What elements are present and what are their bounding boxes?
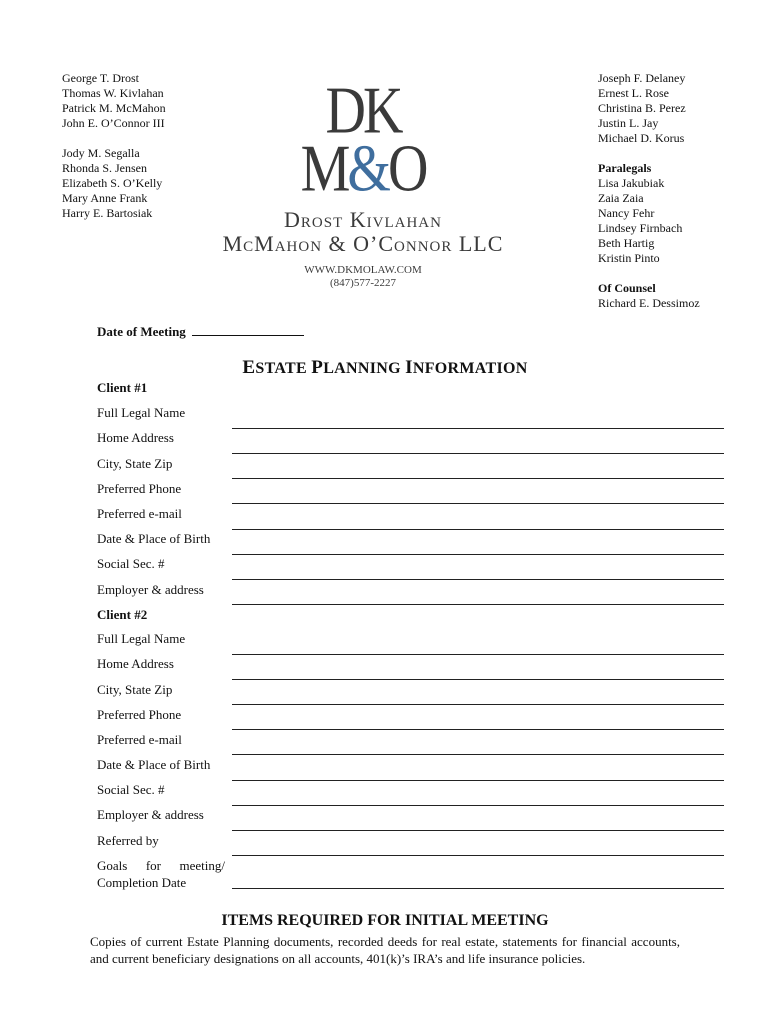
- client2-preferred-phone-field[interactable]: [232, 729, 724, 730]
- attorney-name: Joseph F. Delaney: [598, 71, 686, 85]
- client2-employer-address-field[interactable]: [232, 830, 724, 831]
- goals-label: Goals for meeting/ Completion Date: [97, 858, 225, 890]
- logo-phone: (847)577-2227: [330, 277, 396, 289]
- goals-field[interactable]: [232, 888, 724, 889]
- attorney-name: Harry E. Bartosiak: [62, 206, 153, 220]
- date-of-meeting-row: [97, 324, 304, 340]
- paralegal-name: Nancy Fehr: [598, 206, 655, 220]
- attorney-name: John E. O’Connor III: [62, 116, 165, 130]
- client2-full-legal-name-label: Full Legal Name: [97, 631, 186, 646]
- client1-preferred-phone-label: Preferred Phone: [97, 481, 182, 496]
- client1-home-address-label: Home Address: [97, 430, 174, 445]
- paralegal-name: Kristin Pinto: [598, 251, 660, 265]
- client2-heading: Client #2: [97, 607, 148, 622]
- attorneys-right-list: [598, 71, 700, 311]
- client2-preferred-email-field[interactable]: [232, 754, 724, 755]
- client2-city-state-zip-label: City, State Zip: [97, 682, 173, 697]
- client2-city-state-zip-field[interactable]: [232, 704, 724, 705]
- of-counsel-name: Richard E. Dessimoz: [598, 296, 700, 310]
- client2-employer-address-label: Employer & address: [97, 807, 204, 822]
- client1-employer-address-label: Employer & address: [97, 582, 204, 597]
- client1-employer-address-field[interactable]: [232, 604, 724, 605]
- attorney-name: Justin L. Jay: [598, 116, 659, 130]
- logo-dk: DK: [325, 73, 401, 149]
- client2-home-address-field[interactable]: [232, 679, 724, 680]
- client1-social-sec-field[interactable]: [232, 579, 724, 580]
- client1-full-legal-name-field[interactable]: [232, 428, 724, 429]
- items-required-text: Copies of current Estate Planning documents, recorded deeds for real estate, statements for financial accounts, and current beneficiary designations on all accounts, 401(k)’s IRA’s and life insurance policies.: [90, 934, 680, 966]
- logo-firm-name-line1: Drost Kivlahan: [284, 207, 442, 232]
- client1-city-state-zip-field[interactable]: [232, 478, 724, 479]
- attorney-name: George T. Drost: [62, 71, 139, 85]
- referred-by-field[interactable]: [232, 855, 724, 856]
- client1-city-state-zip-label: City, State Zip: [97, 456, 173, 471]
- paralegal-name: Lindsey Firnbach: [598, 221, 683, 235]
- client1-preferred-email-label: Preferred e-mail: [97, 506, 182, 521]
- referred-by-label: Referred by: [97, 833, 159, 848]
- client2-full-legal-name-field[interactable]: [232, 654, 724, 655]
- attorney-name: Ernest L. Rose: [598, 86, 669, 100]
- client1-date-place-birth-field[interactable]: [232, 554, 724, 555]
- attorney-name: Michael D. Korus: [598, 131, 685, 145]
- client2-preferred-phone-label: Preferred Phone: [97, 707, 182, 722]
- attorneys-left-list: [62, 71, 166, 221]
- attorney-name: Mary Anne Frank: [62, 191, 148, 205]
- paralegal-name: Beth Hartig: [598, 236, 655, 250]
- items-required-heading: ITEMS REQUIRED FOR INITIAL MEETING: [221, 912, 549, 929]
- client2-preferred-email-label: Preferred e-mail: [97, 732, 182, 747]
- client1-home-address-field[interactable]: [232, 453, 724, 454]
- client2-social-sec-field[interactable]: [232, 805, 724, 806]
- client1-preferred-phone-field[interactable]: [232, 503, 724, 504]
- paralegal-name: Lisa Jakubiak: [598, 176, 665, 190]
- client2-home-address-label: Home Address: [97, 656, 174, 671]
- of-counsel-heading: Of Counsel: [598, 281, 656, 295]
- client1-social-sec-label: Social Sec. #: [97, 556, 165, 571]
- client1-date-place-birth-label: Date & Place of Birth: [97, 531, 211, 546]
- logo-firm-name-line2: McMahon & O’Connor LLC: [222, 231, 504, 256]
- attorney-name: Rhonda S. Jensen: [62, 161, 147, 175]
- logo-mo: M&O: [300, 131, 426, 207]
- attorney-name: Jody M. Segalla: [62, 146, 140, 160]
- attorney-name: Christina B. Perez: [598, 101, 686, 115]
- client1-preferred-email-field[interactable]: [232, 529, 724, 530]
- paralegals-heading: Paralegals: [598, 161, 652, 175]
- attorney-name: Elizabeth S. O’Kelly: [62, 176, 163, 190]
- firm-logo: [222, 73, 504, 289]
- attorney-name: Thomas W. Kivlahan: [62, 86, 164, 100]
- date-of-meeting-label: Date of Meeting: [97, 324, 186, 339]
- client2-date-place-birth-field[interactable]: [232, 780, 724, 781]
- date-of-meeting-field[interactable]: [192, 325, 304, 336]
- paralegal-name: Zaia Zaia: [598, 191, 644, 205]
- logo-website: WWW.DKMOLAW.COM: [304, 264, 422, 276]
- client1-full-legal-name-label: Full Legal Name: [97, 405, 186, 420]
- client2-date-place-birth-label: Date & Place of Birth: [97, 757, 211, 772]
- attorney-name: Patrick M. McMahon: [62, 101, 166, 115]
- client1-heading: Client #1: [97, 380, 148, 395]
- client2-social-sec-label: Social Sec. #: [97, 782, 165, 797]
- page-title: ESTATE PLANNING INFORMATION: [242, 357, 528, 378]
